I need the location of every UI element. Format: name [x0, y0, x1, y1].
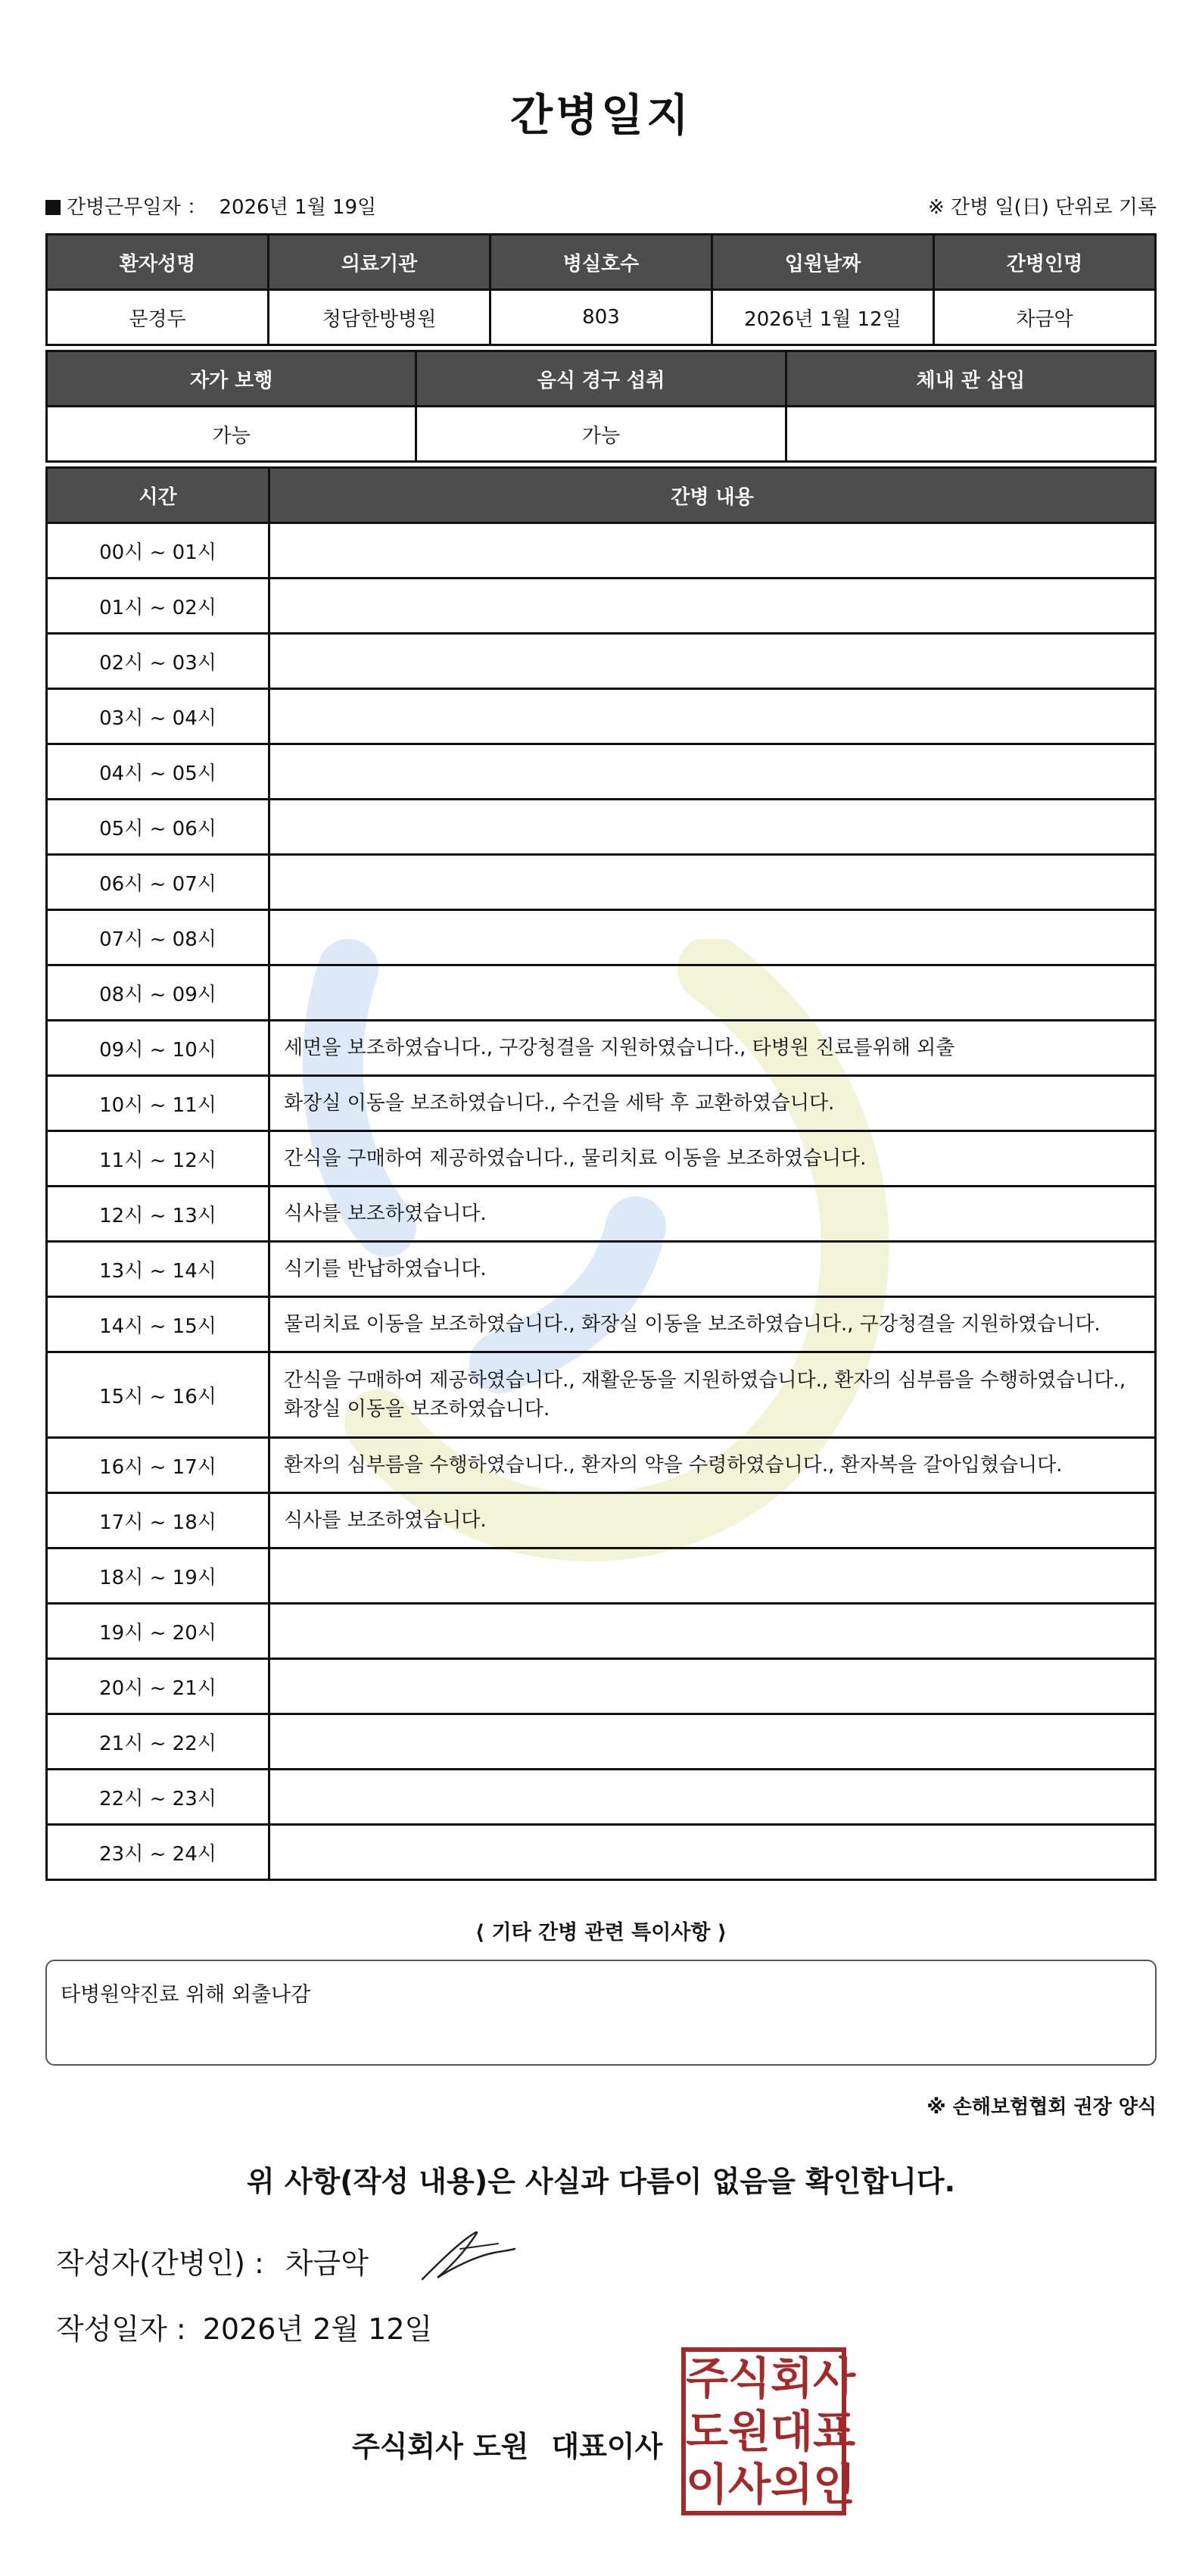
header-hospital: 의료기관	[269, 235, 490, 290]
time-slot: 03시 ~ 04시	[47, 689, 269, 744]
company-line	[352, 2423, 662, 2465]
caregiver-name: 차금악	[934, 290, 1156, 345]
care-content	[269, 800, 1156, 855]
care-content: 세면을 보조하였습니다., 구강청결을 지원하였습니다., 타병원 진료를위해 외출	[269, 1021, 1156, 1076]
header-patient-name: 환자성명	[47, 235, 269, 290]
time-slot: 05시 ~ 06시	[47, 800, 269, 855]
care-content: 식사를 보조하였습니다.	[269, 1493, 1156, 1548]
table-row	[47, 1604, 1156, 1659]
confirmation-statement: 위 사항(작성 내용)은 사실과 다름이 없음을 확인합니다.	[246, 2165, 956, 2198]
table-row	[47, 800, 1156, 855]
header-self-walking: 자가 보행	[47, 351, 416, 407]
time-slot: 23시 ~ 24시	[47, 1825, 269, 1880]
table-row	[47, 744, 1156, 800]
seal-character: 회	[771, 2353, 814, 2404]
seal-character: 주	[686, 2353, 729, 2404]
care-content: 화장실 이동을 보조하였습니다., 수건을 세탁 후 교환하였습니다.	[269, 1076, 1156, 1131]
time-slot: 19시 ~ 20시	[47, 1604, 269, 1659]
seal-character: 이	[686, 2459, 729, 2510]
recommendation-note: ※ 손해보험협회 권장 양식	[926, 2096, 1157, 2119]
time-slot: 20시 ~ 21시	[47, 1659, 269, 1714]
work-date-value: 2026년 1월 19일	[219, 196, 377, 219]
table-row	[47, 1438, 1156, 1493]
care-content	[269, 855, 1156, 910]
seal-character: 도	[686, 2406, 729, 2457]
notes-box	[45, 1960, 1157, 2066]
time-slot: 17시 ~ 18시	[47, 1493, 269, 1548]
header-care-content: 간병 내용	[269, 468, 1156, 523]
care-log-table	[45, 466, 1157, 1881]
table-row	[47, 1714, 1156, 1770]
time-slot: 10시 ~ 11시	[47, 1076, 269, 1131]
table-row	[47, 1297, 1156, 1352]
seal-character: 표	[813, 2406, 856, 2457]
table-row	[47, 910, 1156, 965]
time-slot: 12시 ~ 13시	[47, 1187, 269, 1242]
care-content	[269, 634, 1156, 689]
time-slot: 21시 ~ 22시	[47, 1714, 269, 1770]
care-content	[269, 910, 1156, 965]
square-bullet-icon	[45, 200, 61, 215]
work-date-label: 간병근무일자 ：	[67, 196, 207, 219]
seal-character: 인	[813, 2459, 856, 2510]
work-date-line	[45, 192, 376, 220]
table-row	[47, 1825, 1156, 1880]
time-slot: 02시 ~ 03시	[47, 634, 269, 689]
care-content: 물리치료 이동을 보조하였습니다., 화장실 이동을 보조하였습니다., 구강청결을 지원하였습니다.	[269, 1297, 1156, 1352]
time-slot: 06시 ~ 07시	[47, 855, 269, 910]
writer-line	[56, 2240, 369, 2281]
care-content	[269, 523, 1156, 579]
care-content	[269, 965, 1156, 1021]
time-slot: 07시 ~ 08시	[47, 910, 269, 965]
seal-character: 의	[771, 2459, 814, 2510]
writer-name: 차금악	[285, 2247, 369, 2280]
room-number: 803	[490, 290, 712, 345]
seal-character: 대	[771, 2406, 814, 2457]
time-slot: 14시 ~ 15시	[47, 1297, 269, 1352]
company-ceo-title: 대표이사	[551, 2430, 663, 2463]
table-row	[47, 1021, 1156, 1076]
hospital-name: 청담한방병원	[269, 290, 490, 345]
company-seal-stamp	[681, 2347, 856, 2515]
written-date-label: 작성일자 :	[56, 2312, 186, 2346]
table-row	[47, 1493, 1156, 1548]
table-row	[47, 1548, 1156, 1604]
care-content: 식기를 반납하였습니다.	[269, 1242, 1156, 1297]
care-content: 간식을 구매하여 제공하였습니다., 물리치료 이동을 보조하였습니다.	[269, 1131, 1156, 1187]
header-caregiver-name: 간병인명	[934, 235, 1156, 290]
time-slot: 16시 ~ 17시	[47, 1438, 269, 1493]
time-slot: 01시 ~ 02시	[47, 579, 269, 634]
company-name: 주식회사 도원	[352, 2430, 529, 2463]
header-oral-intake: 음식 경구 섭취	[416, 351, 786, 407]
notes-title: ⟨ 기타 간병 관련 특이사항 ⟩	[475, 1921, 727, 1944]
table-row	[47, 1076, 1156, 1131]
table-row	[47, 855, 1156, 910]
care-content: 식사를 보조하였습니다.	[269, 1187, 1156, 1242]
care-content: 환자의 심부름을 수행하였습니다., 환자의 약을 수령하였습니다., 환자복을 갈아입혔습니다.	[269, 1438, 1156, 1493]
time-slot: 08시 ~ 09시	[47, 965, 269, 1021]
care-content	[269, 1825, 1156, 1880]
time-slot: 13시 ~ 14시	[47, 1242, 269, 1297]
seal-character: 원	[728, 2406, 771, 2457]
table-row	[47, 1770, 1156, 1825]
care-content	[269, 1714, 1156, 1770]
table-row	[47, 1659, 1156, 1714]
table-row	[47, 1187, 1156, 1242]
table-row	[47, 689, 1156, 744]
table-row	[47, 523, 1156, 579]
care-content	[269, 689, 1156, 744]
care-content	[269, 1770, 1156, 1825]
care-content	[269, 1659, 1156, 1714]
table-row	[47, 1352, 1156, 1438]
oral-intake-value: 가능	[416, 407, 786, 462]
table-row	[47, 1131, 1156, 1187]
page-title: 간병일지	[509, 89, 693, 141]
time-slot: 00시 ~ 01시	[47, 523, 269, 579]
self-walking-value: 가능	[47, 407, 416, 462]
time-slot: 18시 ~ 19시	[47, 1548, 269, 1604]
time-slot: 15시 ~ 16시	[47, 1352, 269, 1438]
written-date-line	[56, 2306, 432, 2347]
record-unit-note: ※ 간병 일(日) 단위로 기록	[927, 196, 1157, 219]
handwritten-signature	[415, 2219, 521, 2287]
patient-name: 문경두	[47, 290, 269, 345]
header-room-number: 병실호수	[490, 235, 712, 290]
seal-character: 사	[813, 2353, 856, 2404]
time-slot: 11시 ~ 12시	[47, 1131, 269, 1187]
header-time: 시간	[47, 468, 269, 523]
care-content	[269, 1604, 1156, 1659]
seal-character: 사	[728, 2459, 771, 2510]
header-admission-date: 입원날짜	[712, 235, 934, 290]
time-slot: 09시 ~ 10시	[47, 1021, 269, 1076]
patient-status-table	[45, 350, 1157, 463]
patient-info-table	[45, 233, 1157, 346]
header-tube-insertion: 체내 관 삽입	[786, 351, 1155, 407]
table-row	[47, 1242, 1156, 1297]
care-content: 간식을 구매하여 제공하였습니다., 재활운동을 지원하였습니다., 환자의 심부름을 수행하였습니다., 화장실 이동을 보조하였습니다.	[269, 1352, 1156, 1438]
written-date-value: 2026년 2월 12일	[202, 2312, 433, 2346]
table-row	[47, 634, 1156, 689]
admission-date: 2026년 1월 12일	[712, 290, 934, 345]
tube-insertion-value	[786, 407, 1155, 462]
care-content	[269, 579, 1156, 634]
time-slot: 04시 ~ 05시	[47, 744, 269, 800]
writer-label: 작성자(간병인) :	[56, 2247, 264, 2280]
table-row	[47, 965, 1156, 1021]
seal-character: 식	[728, 2353, 771, 2404]
notes-content: 타병원약진료 위해 외출나감	[61, 1983, 311, 2007]
care-content	[269, 1548, 1156, 1604]
time-slot: 22시 ~ 23시	[47, 1770, 269, 1825]
care-content	[269, 744, 1156, 800]
table-row	[47, 579, 1156, 634]
